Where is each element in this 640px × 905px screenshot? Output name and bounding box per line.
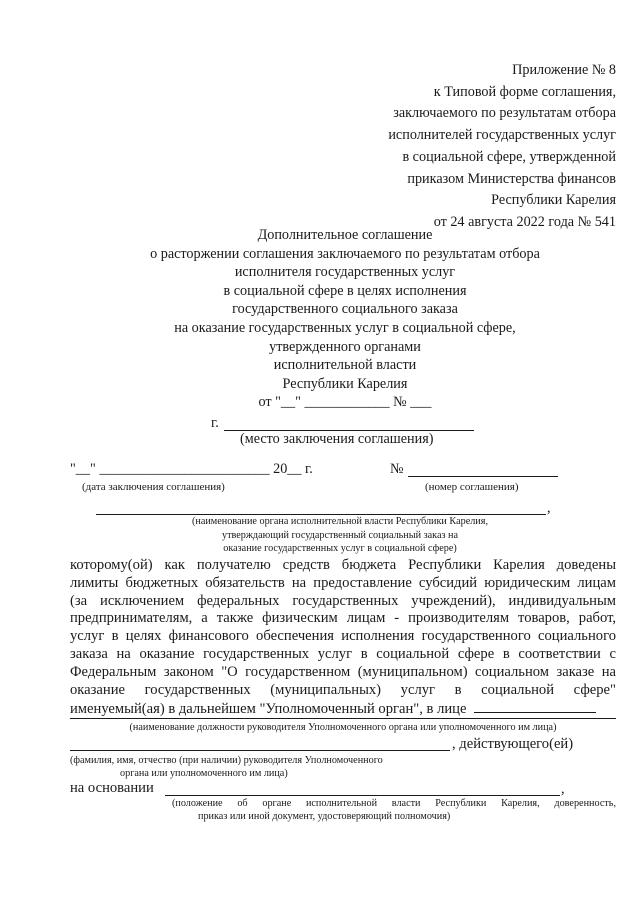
appendix-line: заключаемого по результатам отбора [393, 105, 616, 122]
authority-caption: утверждающий государственный социальный заказ на [221, 530, 459, 541]
document-title [100, 226, 590, 412]
body-line: лимиты бюджетных обязательств на предоставление субсидий юридическим лицам [70, 574, 616, 591]
number-caption: (номер соглашения) [425, 481, 519, 493]
basis-prefix: на основании [70, 780, 154, 796]
title-line: утвержденного органами [269, 338, 421, 355]
representative-field[interactable] [474, 699, 596, 713]
body-line: услуг в целях финансового обеспечения исполнения государственного социального [70, 628, 616, 645]
body-last-line-text: именуемый(ая) в дальнейшем "Уполномоченный орган", в лице [70, 701, 467, 718]
title-line: Дополнительное соглашение [257, 227, 433, 243]
appendix-header [388, 60, 616, 234]
appendix-line: исполнителей государственных услуг [388, 127, 616, 144]
authority-caption: (наименование органа исполнительной власти Республики Карелия, [191, 516, 488, 527]
title-line: исполнительной власти [273, 357, 417, 374]
head-position-caption: (наименование должности руководителя Уполномоченного органа или уполномоченного им лица) [129, 722, 557, 733]
basis-comma: , [561, 781, 565, 797]
body-line: (за исключением федеральных государственных учреждений), индивидуальным [70, 592, 616, 609]
body-line: предпринимателям, а также физическим лицам - производителям товаров, работ, [70, 610, 616, 627]
title-line: о расторжении соглашения заключаемого по результатам отбора [150, 245, 540, 262]
title-date-line: от "__" ____________ № ___ [258, 394, 432, 411]
body-line: которому(ой) как получателю средств бюджета Республики Карелия доведены [70, 557, 616, 573]
basis-caption: (положение об органе исполнительной власти Республики Карелия, доверенность, [172, 798, 616, 809]
appendix-line: Республики Карелия [491, 192, 616, 209]
appendix-line: Приложение № 8 [512, 62, 616, 78]
body-line: заказа на оказание государственных услуг в социальной сфере в соответствии с [70, 645, 616, 662]
authority-comma: , [547, 500, 551, 516]
head-position-field[interactable] [70, 718, 616, 719]
appendix-line: в социальной сфере, утвержденной [402, 148, 616, 165]
place-caption: (место заключения соглашения) [240, 431, 434, 447]
date-field-text: "__" ________________________ 20__ г. [70, 461, 313, 477]
basis-field[interactable] [165, 795, 560, 796]
number-prefix: № [390, 461, 404, 477]
appendix-line: от 24 августа 2022 года № 541 [433, 213, 616, 230]
body-paragraph [70, 557, 616, 719]
appendix-line: приказом Министерства финансов [407, 170, 616, 187]
head-name-field[interactable] [70, 750, 450, 751]
authority-caption: оказание государственных услуг в социальной сфере) [223, 543, 457, 554]
head-name-suffix: , действующего(ей) [452, 736, 574, 752]
head-name-caption: (фамилия, имя, отчество (при наличии) руководителя Уполномоченного [70, 755, 383, 766]
title-line: на оказание государственных услуг в социальной сфере, [174, 319, 516, 336]
body-last-line [70, 699, 616, 719]
title-line: государственного социального заказа [232, 301, 458, 318]
place-prefix: г. [211, 415, 219, 431]
body-line: оказание государственных (муниципальных) услуг в социальной сфере" [70, 681, 616, 698]
number-field[interactable] [408, 476, 558, 477]
date-caption: (дата заключения соглашения) [82, 481, 225, 493]
title-line: Республики Карелия [282, 375, 408, 392]
appendix-line: к Типовой форме соглашения, [433, 83, 616, 100]
title-line: в социальной сфере в целях исполнения [223, 282, 467, 299]
head-name-caption: органа или уполномоченного им лица) [120, 768, 288, 779]
body-line: Федеральным законом "О государственном (муниципальном) социальном заказе на [70, 663, 616, 680]
authority-name-field[interactable] [96, 514, 546, 515]
basis-caption: приказ или иной документ, удостоверяющий полномочия) [198, 811, 451, 822]
title-line: исполнителя государственных услуг [234, 264, 456, 281]
